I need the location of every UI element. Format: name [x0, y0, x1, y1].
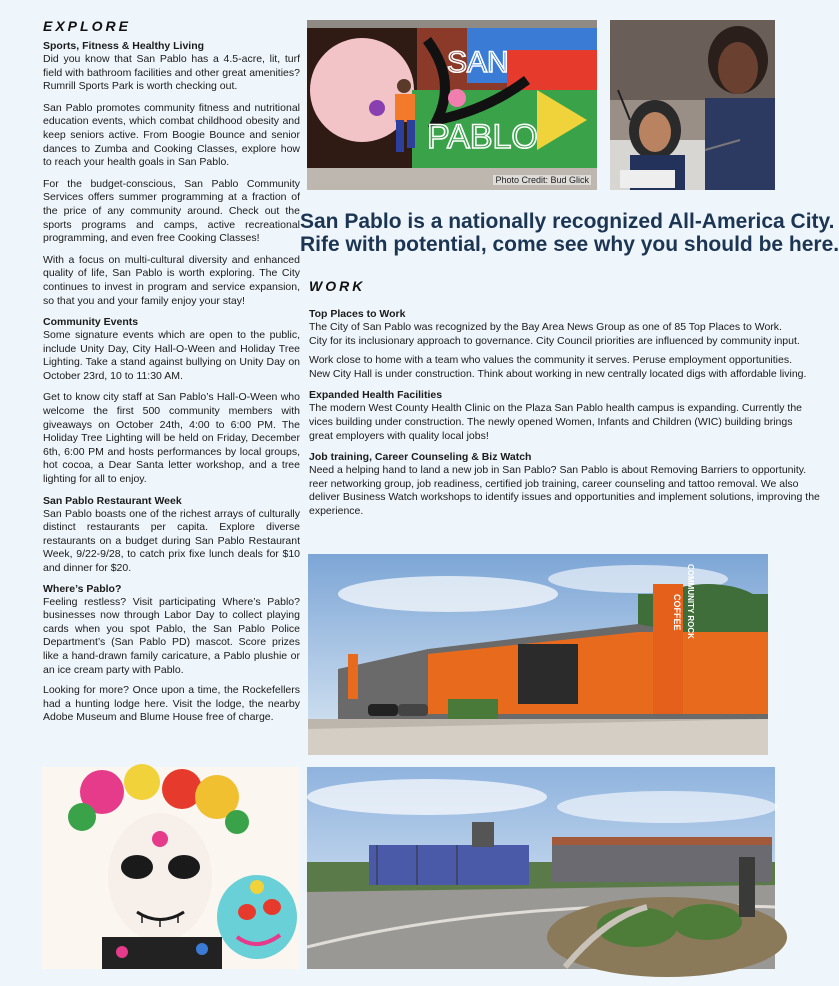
pablo-paragraph-2: Looking for more? Once upon a time, the Rockefellers had a hunting lodge here. Visit the lodge, the nearby Adobe Museum and Blume House free of charge.: [43, 684, 300, 724]
events-subheading: Community Events: [43, 316, 139, 329]
sports-paragraph-1: Did you know that San Pablo has a 4.5-acre, lit, turf field with bathroom facilities and other great amenities? Rumrill Sports Park is worth checking out.: [43, 53, 300, 93]
sports-paragraph-4: With a focus on multi-cultural diversity and enhanced quality of life, San Pablo is worth exploring. The City continues to invest in program and service expansion, so that you and your family enjoy your stay!: [43, 253, 300, 307]
job-line-2: reer networking group, job readiness, certified job training, career counseling and tattoo removal. We also: [309, 477, 799, 490]
dia-de-los-muertos-photo: [42, 767, 300, 969]
health-subheading: Expanded Health Facilities: [309, 389, 443, 402]
health-line-1: The modern West County Health Clinic on the Plaza San Pablo health campus is expanding. Currently the: [309, 402, 802, 415]
community-rock-building-photo: [308, 554, 768, 755]
explore-heading: EXPLORE: [43, 18, 131, 34]
pablo-paragraph-1: Feeling restless? Visit participating Where’s Pablo? businesses now through Labor Day to collect playing cards when you spot Pablo, the San Pablo Police Department’s (San Pablo PD) mascot. Score prizes like a hand-drawn family caricature, a Pablo plushie or an ice cream party with Pablo.: [43, 595, 300, 676]
construction-illustration: [307, 767, 775, 969]
job-line-4: experience.: [309, 504, 364, 517]
job-training-subheading: Job training, Career Counseling & Biz Watch: [309, 451, 532, 464]
work-heading: WORK: [309, 278, 366, 294]
work-column: [309, 278, 820, 525]
photo-credit: Photo Credit: Bud Glick: [495, 175, 589, 185]
calavera-illustration: [42, 767, 300, 969]
top-places-line-4: New City Hall is under construction. Think about working in new centrally located digs with affordable living.: [309, 367, 807, 380]
students-illustration: [610, 20, 775, 190]
top-places-line-2: City for its inclusionary approach to governance. City Council priorities are influenced by community input.: [309, 334, 800, 347]
pull-quote: [300, 210, 839, 256]
top-places-line-3: Work close to home with a team who values the community it serves. Peruse employment opportunities.: [309, 354, 793, 367]
sports-paragraph-3: For the budget-conscious, San Pablo Community Services offers summer programming at a fraction of the price of any community around. Check out the sports programs and camps, active recreational programming, and even free Cooking Classes!: [43, 177, 300, 245]
building-illustration: [308, 554, 768, 755]
top-places-line-1: The City of San Pablo was recognized by the Bay Area News Group as one of 85 Top Places to Work.: [309, 321, 782, 333]
events-paragraph-1: Some signature events which are open to the public, include Unity Day, City Hall-O-Ween and Holiday Tree Lighting. Take a stand against bullying on Unity Day on October 23rd, 10 to 11:30 AM.: [43, 329, 300, 382]
mural-text-pablo: PABLO: [427, 118, 538, 156]
restaurant-paragraph: San Pablo boasts one of the richest arrays of culturally distinct restaurants per capita. Explore diverse restaurants on a budget during San Pablo Restaurant Week, 9/22-9/28, to catch prix fixe lunch deals for $10 and dinner for $20.: [43, 507, 300, 574]
mural-illustration: [307, 20, 597, 190]
sports-subheading: Sports, Fitness & Healthy Living: [43, 40, 205, 52]
pull-quote-line-2: Rife with potential, come see why you should be here.: [300, 233, 839, 256]
health-line-3: great employers with quality local jobs!: [309, 429, 489, 442]
sports-paragraph-2: San Pablo promotes community fitness and nutritional education events, which combat childhood obesity and keep seniors active. From Boogie Bounce and senior dances to Zumba and Cooking Classes, explore how to reach your health goals in San Pablo.: [43, 101, 300, 169]
health-line-2: vices building under construction. The newly opened Women, Infants and Children (WIC) building brings: [309, 415, 793, 428]
job-line-1: Need a helping hand to land a new job in San Pablo? San Pablo is about Removing Barriers to opportunity.: [309, 464, 807, 477]
coffee-sign: COFFEE: [672, 594, 682, 631]
explore-column: [43, 18, 300, 733]
top-places-subheading: Top Places to Work: [309, 308, 406, 320]
events-paragraph-2: Get to know city staff at San Pablo’s Hall-O-Ween who welcome the first 500 community members with giveaways on October 24th, 4:00 to 6:00 PM. The Holiday Tree Lighting will be held on Friday, December 6th, 6:00 PM and hosts performances by local groups, hot cocoa, a Dear Santa letter workshop, and a tree lighting for all to enjoy.: [43, 391, 300, 486]
job-line-3: deliver Business Watch workshops to identify issues and opportunities and implement solutions, improving the: [309, 491, 820, 504]
city-hall-construction-photo: [307, 767, 775, 969]
students-photo: [610, 20, 775, 190]
pull-quote-line-1: San Pablo is a nationally recognized All-America City.: [300, 210, 835, 233]
restaurant-subheading: San Pablo Restaurant Week: [43, 494, 182, 507]
mural-text-san: SAN: [447, 46, 509, 79]
mural-photo: [307, 20, 597, 190]
community-rock-sign: COMMUNITY ROCK: [686, 564, 695, 639]
pablo-subheading: Where’s Pablo?: [43, 582, 122, 595]
